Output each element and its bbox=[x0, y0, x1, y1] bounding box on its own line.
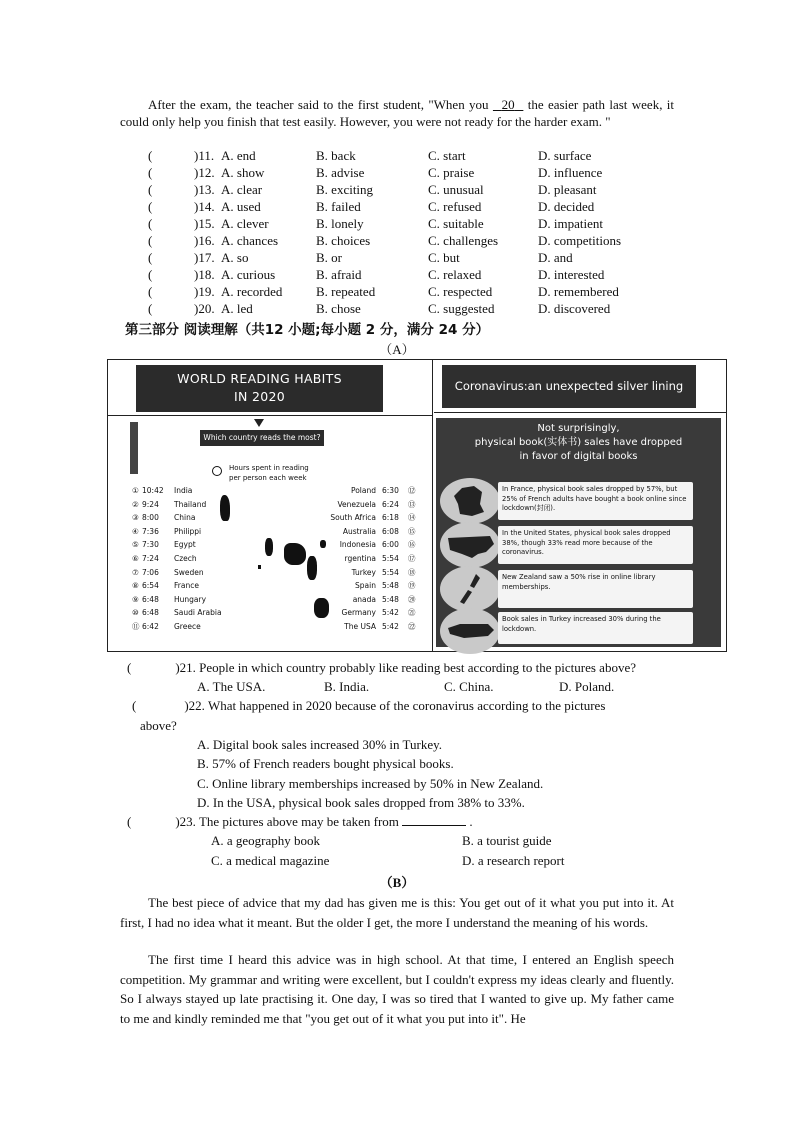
reading-habits-figure bbox=[107, 359, 727, 652]
option-b: B. lonely bbox=[316, 216, 364, 231]
rank-time: 6:48 bbox=[142, 594, 159, 604]
option-b: B. back bbox=[316, 148, 356, 163]
cloze-option-row bbox=[148, 232, 708, 249]
option-b: B. afraid bbox=[316, 267, 362, 282]
option-c: C. unusual bbox=[428, 182, 484, 197]
cloze-option-row bbox=[148, 215, 708, 232]
option-d: D. and bbox=[538, 250, 573, 265]
option-c: C. suggested bbox=[428, 301, 495, 316]
rank-country: Turkey bbox=[351, 567, 376, 577]
right-divider bbox=[434, 412, 726, 413]
intro-text-2: the easier path last week, it could only help you finish that test easily. However, you were not ready for the harder exam. " bbox=[120, 97, 675, 129]
rank-rank: ⑥ bbox=[132, 554, 139, 563]
new-zealand-map-icon bbox=[440, 566, 500, 612]
rank-country: India bbox=[174, 486, 193, 495]
answer-paren: ( bbox=[148, 199, 153, 214]
answer-paren: ( bbox=[148, 182, 153, 197]
rank-country: The USA bbox=[344, 622, 376, 631]
rank-rank: ⑭ bbox=[408, 513, 416, 523]
option-a: A. led bbox=[221, 301, 253, 316]
option-c: C. suitable bbox=[428, 216, 484, 231]
left-divider bbox=[108, 415, 432, 416]
rank-time: 6:18 bbox=[382, 513, 399, 523]
intro-blank bbox=[493, 97, 523, 112]
question-23-stem: )23. The pictures above may be taken from bbox=[175, 814, 399, 829]
hours-caption-line2: per person each week bbox=[229, 474, 307, 482]
option-c: C. refused bbox=[428, 199, 482, 214]
answer-paren: ( bbox=[127, 660, 132, 675]
option-b: B. or bbox=[316, 250, 342, 265]
which-country-label: Which country reads the most? bbox=[200, 430, 324, 446]
question-22-stem-cont: above? bbox=[140, 718, 177, 733]
question-22-stem: )22. What happened in 2020 because of the coronavirus according to the pictures bbox=[184, 698, 606, 713]
rank-time: 5:42 bbox=[382, 622, 399, 631]
headline-line1: Not surprisingly, bbox=[537, 423, 620, 434]
option-a: A. chances bbox=[221, 233, 279, 248]
option-c: C. challenges bbox=[428, 233, 499, 248]
rank-time: 6:24 bbox=[382, 499, 399, 509]
headline-line3: in favor of digital books bbox=[519, 451, 638, 462]
right-panel bbox=[434, 360, 726, 651]
option-d: D. surface bbox=[538, 148, 592, 163]
cloze-option-row bbox=[148, 181, 708, 198]
rank-rank: ④ bbox=[132, 526, 139, 536]
rank-rank: ① bbox=[132, 486, 139, 495]
rank-country: Australia bbox=[342, 526, 376, 536]
answer-paren: ( bbox=[148, 250, 153, 265]
option-d: D. influence bbox=[538, 165, 603, 180]
rank-time: 6:08 bbox=[382, 526, 399, 536]
answer-paren: ( bbox=[148, 301, 153, 316]
rank-country: Greece bbox=[174, 622, 201, 631]
q22-option-c: C. Online library memberships increased by 50% in New Zealand. bbox=[197, 776, 544, 791]
rank-country: Czech bbox=[174, 554, 197, 563]
rank-rank: ⑯ bbox=[408, 540, 416, 550]
rank-country: Thailand bbox=[174, 499, 207, 509]
q22-option-d: D. In the USA, physical book sales dropped from 38% to 33%. bbox=[197, 795, 525, 810]
rank-rank: ⑲ bbox=[408, 581, 416, 591]
label-a: （A） bbox=[379, 342, 415, 357]
question-number: )11. bbox=[194, 148, 215, 163]
fact-turkey: Book sales in Turkey increased 30% during the lockdown. bbox=[498, 612, 693, 644]
section-title: 第三部分 阅读理解（共12 小题;每小题 2 分，满分 24 分） bbox=[125, 322, 490, 338]
rank-rank: ⑦ bbox=[132, 567, 139, 577]
rank-rank: ⑱ bbox=[408, 567, 416, 577]
decorative-strip bbox=[130, 422, 138, 474]
option-d: D. interested bbox=[538, 267, 605, 282]
cloze-option-row bbox=[148, 300, 708, 317]
cloze-option-row bbox=[148, 164, 708, 181]
rank-country: Indonesia bbox=[339, 540, 376, 550]
q22-option-b: B. 57% of French readers bought physical books. bbox=[197, 756, 454, 771]
rank-time: 6:48 bbox=[142, 608, 159, 618]
option-b: B. failed bbox=[316, 199, 361, 214]
rank-time: 10:42 bbox=[142, 486, 164, 495]
hours-caption-line1: Hours spent in reading bbox=[229, 464, 309, 472]
answer-paren: ( bbox=[148, 148, 153, 163]
option-d: D. remembered bbox=[538, 284, 619, 299]
option-a: A. clear bbox=[221, 182, 263, 197]
option-c: C. respected bbox=[428, 284, 493, 299]
turkey-map-icon bbox=[440, 608, 500, 654]
rank-country: Hungary bbox=[174, 594, 207, 604]
answer-paren: ( bbox=[127, 814, 132, 829]
passage-b-paragraph-1: The best piece of advice that my dad has given me is this: You get out of it what you put into it. At first, I had no idea what it meant. But the older I get, the more I understand the meaning of his words. bbox=[120, 895, 674, 930]
fact-new-zealand: New Zealand saw a 50% rise in online library memberships. bbox=[498, 570, 693, 608]
question-number: )14. bbox=[194, 199, 215, 214]
rank-time: 5:54 bbox=[382, 554, 399, 563]
question-number: )18. bbox=[194, 267, 215, 282]
left-banner bbox=[136, 365, 383, 412]
rank-country: Egypt bbox=[174, 540, 196, 550]
answer-paren: ( bbox=[148, 216, 153, 231]
option-c: C. relaxed bbox=[428, 267, 482, 282]
rank-country: Sweden bbox=[174, 567, 204, 577]
rank-time: 8:00 bbox=[142, 513, 159, 523]
option-c: C. praise bbox=[428, 165, 475, 180]
question-number: )15. bbox=[194, 216, 215, 231]
option-b: B. repeated bbox=[316, 284, 376, 299]
option-d: D. impatient bbox=[538, 216, 603, 231]
rank-rank: ⑫ bbox=[408, 486, 416, 495]
q23-option-b: B. a tourist guide bbox=[462, 833, 552, 848]
rank-time: 6:30 bbox=[382, 486, 399, 495]
france-map-icon bbox=[440, 478, 500, 524]
cloze-option-row bbox=[148, 266, 708, 283]
cloze-option-row bbox=[148, 147, 708, 164]
option-a: A. show bbox=[221, 165, 265, 180]
rank-time: 7:24 bbox=[142, 554, 159, 563]
rank-time: 9:24 bbox=[142, 499, 159, 509]
cloze-option-row bbox=[148, 198, 708, 215]
arrow-down-icon bbox=[254, 419, 264, 427]
rank-time: 6:54 bbox=[142, 581, 159, 591]
hours-caption bbox=[229, 463, 309, 483]
option-b: B. choices bbox=[316, 233, 371, 248]
option-a: A. used bbox=[221, 199, 261, 214]
rank-country: anada bbox=[352, 594, 376, 604]
q21-option-d: D. Poland. bbox=[559, 679, 615, 694]
q21-option-b: B. India. bbox=[324, 679, 370, 694]
option-a: A. so bbox=[221, 250, 249, 265]
option-d: D. competitions bbox=[538, 233, 622, 248]
left-title-line1: WORLD READING HABITS bbox=[177, 371, 342, 386]
rank-country: South Africa bbox=[330, 513, 376, 523]
rank-time: 6:00 bbox=[382, 540, 399, 550]
right-banner: Coronavirus:an unexpected silver lining bbox=[442, 365, 696, 408]
rank-rank: ⑤ bbox=[132, 540, 139, 550]
passage-intro bbox=[120, 96, 674, 130]
rank-country: Philippi bbox=[174, 526, 202, 536]
rank-time: 6:42 bbox=[142, 622, 159, 631]
rank-country: Poland bbox=[350, 486, 376, 495]
rank-time: 7:06 bbox=[142, 567, 159, 577]
rank-time: 5:48 bbox=[382, 594, 399, 604]
q22-option-a: A. Digital book sales increased 30% in Turkey. bbox=[197, 737, 443, 752]
question-number: )20. bbox=[194, 301, 215, 316]
question-number: )12. bbox=[194, 165, 215, 180]
passage-b-paragraph-2: The first time I heard this advice was in high school. At that time, I entered an English speech competition. My grammar and writing were excellent, but I couldn't express my ideas clearly and fluently. So I always stayed up late practising it. One day, I was so tired that I wanted to give up. My father came to me and kindly reminded me that "you get out of it what you put into it". He bbox=[120, 952, 674, 1026]
option-c: C. but bbox=[428, 250, 460, 265]
question-number: )19. bbox=[194, 284, 215, 299]
rank-rank: ③ bbox=[132, 513, 139, 523]
rank-country: Venezuela bbox=[337, 499, 376, 509]
question-21-stem: )21. People in which country probably like reading best according to the pictures above? bbox=[175, 660, 636, 675]
rank-rank: ⑪ bbox=[132, 622, 140, 631]
rank-country: Saudi Arabia bbox=[174, 608, 222, 618]
rank-time: 5:48 bbox=[382, 581, 399, 591]
fact-usa: In the United States, physical book sales dropped 38%, though 33% read more because of the coronavirus. bbox=[498, 526, 693, 564]
rank-country: Spain bbox=[355, 581, 376, 591]
rank-country: France bbox=[174, 581, 199, 591]
question-22 bbox=[132, 697, 605, 714]
rank-time: 5:54 bbox=[382, 567, 399, 577]
question-23-stem-end: . bbox=[469, 814, 473, 829]
rank-time: 7:36 bbox=[142, 526, 159, 536]
rank-country: rgentina bbox=[344, 554, 376, 563]
answer-paren: ( bbox=[148, 284, 153, 299]
answer-blank bbox=[402, 813, 466, 826]
rank-rank: ⑳ bbox=[408, 594, 416, 604]
option-d: D. discovered bbox=[538, 301, 611, 316]
rank-rank: ⑰ bbox=[408, 554, 416, 563]
answer-paren: ( bbox=[148, 233, 153, 248]
q21-option-a: A. The USA. bbox=[197, 679, 266, 694]
clock-icon bbox=[212, 466, 222, 476]
left-title-line2: IN 2020 bbox=[234, 389, 285, 404]
answer-paren: ( bbox=[132, 698, 137, 713]
coronavirus-headline bbox=[436, 422, 721, 464]
cloze-option-row bbox=[148, 283, 708, 300]
answer-paren: ( bbox=[148, 267, 153, 282]
rank-rank: ⑬ bbox=[408, 499, 416, 509]
rank-rank: ㉒ bbox=[408, 622, 416, 631]
question-number: )16. bbox=[194, 233, 215, 248]
q23-option-d: D. a research report bbox=[462, 853, 565, 868]
answer-paren: ( bbox=[148, 165, 153, 180]
label-b: （B） bbox=[379, 875, 415, 890]
fact-france: In France, physical book sales dropped by 57%, but 25% of French adults have bought a book online since lockdown(封闭). bbox=[498, 482, 693, 520]
option-b: B. exciting bbox=[316, 182, 374, 197]
question-21 bbox=[127, 659, 636, 676]
left-panel bbox=[108, 360, 433, 651]
option-a: A. curious bbox=[221, 267, 276, 282]
option-c: C. start bbox=[428, 148, 466, 163]
option-b: B. advise bbox=[316, 165, 365, 180]
rank-rank: ⑮ bbox=[408, 526, 416, 536]
option-a: A. end bbox=[221, 148, 256, 163]
q21-option-c: C. China. bbox=[444, 679, 494, 694]
question-number: )17. bbox=[194, 250, 215, 265]
rank-rank: ⑩ bbox=[132, 608, 139, 618]
option-d: D. pleasant bbox=[538, 182, 597, 197]
option-a: A. clever bbox=[221, 216, 269, 231]
option-d: D. decided bbox=[538, 199, 595, 214]
q23-option-a: A. a geography book bbox=[211, 833, 321, 848]
question-number: )13. bbox=[194, 182, 215, 197]
intro-blank-number: 20 bbox=[501, 97, 515, 112]
rank-rank: ㉑ bbox=[408, 608, 416, 618]
question-23 bbox=[127, 813, 473, 830]
usa-map-icon bbox=[440, 522, 500, 568]
rank-country: China bbox=[174, 513, 196, 523]
rank-time: 5:42 bbox=[382, 608, 399, 618]
option-a: A. recorded bbox=[221, 284, 283, 299]
cloze-option-row bbox=[148, 249, 708, 266]
intro-text-1: After the exam, the teacher said to the first student, "When you bbox=[148, 97, 493, 112]
option-b: B. chose bbox=[316, 301, 361, 316]
rank-rank: ② bbox=[132, 499, 139, 509]
rank-country: Germany bbox=[341, 608, 376, 618]
rank-rank: ⑧ bbox=[132, 581, 139, 591]
coronavirus-panel bbox=[436, 418, 721, 647]
rank-rank: ⑨ bbox=[132, 594, 139, 604]
headline-line2: physical book(实体书) sales have dropped bbox=[474, 437, 683, 448]
rank-time: 7:30 bbox=[142, 540, 159, 550]
q23-option-c: C. a medical magazine bbox=[211, 853, 330, 868]
